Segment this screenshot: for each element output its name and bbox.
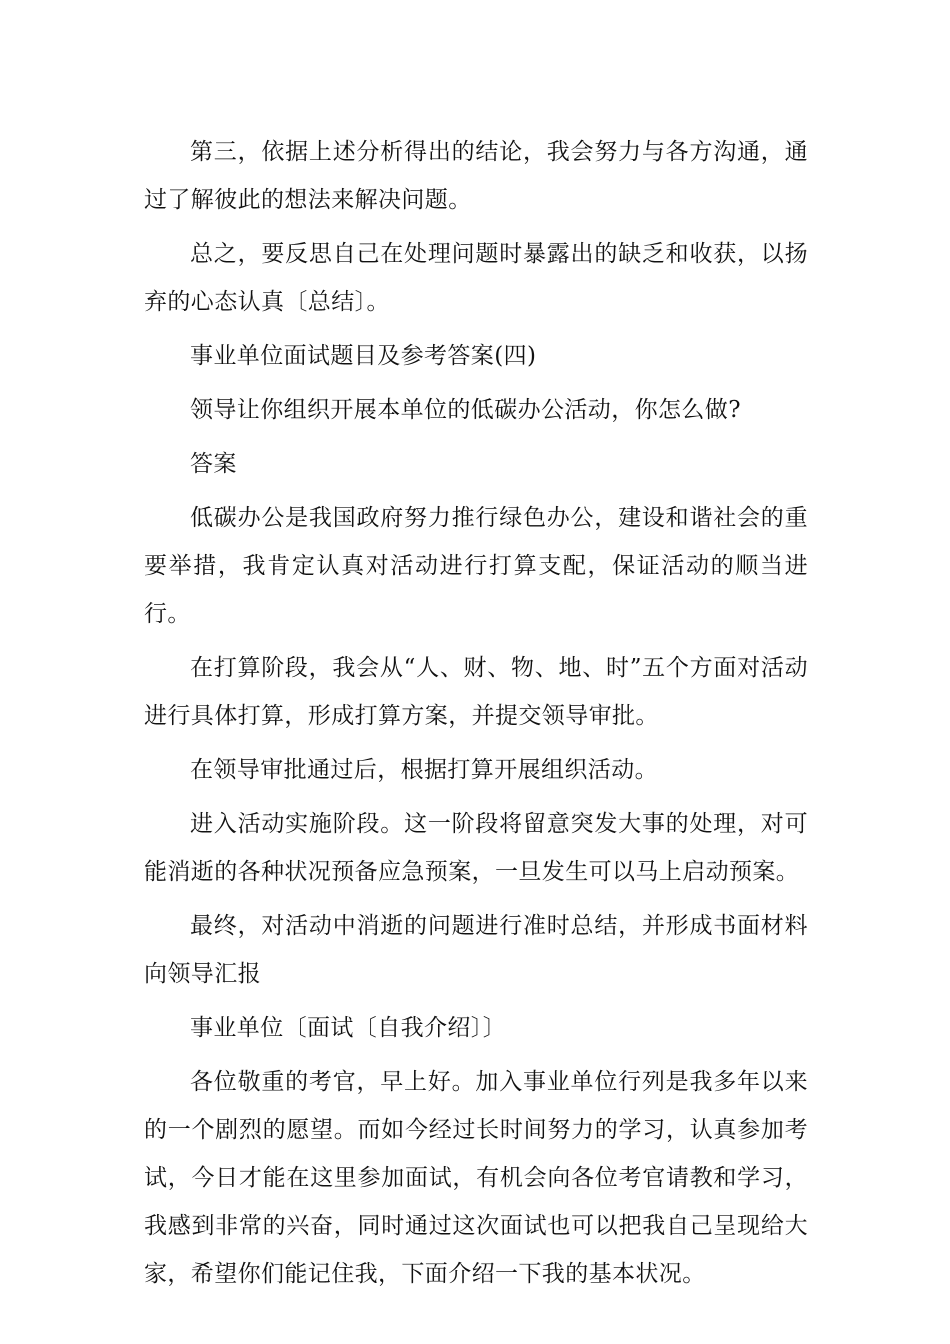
paragraph-self-intro: 各位敬重的考官，早上好。加入事业单位行列是我多年以来的一个剧烈的愿望。而如今经过长时间努力的学习，认真参加考试，今日才能在这里参加面试，有机会向各位考官请教和学习，我感到非常的兴奋，同时通过这次面试也可以把我自己呈现给大家，希望你们能记住我，下面介绍一下我的基本状况。 [144, 1069, 808, 1287]
paragraph-final-report: 最终，对活动中消逝的问题进行准时总结，并形成书面材料向领导汇报 [144, 913, 808, 987]
paragraph-approval: 在领导审批通过后，根据打算开展组织活动。 [190, 757, 658, 783]
paragraph-conclusion-third: 第三，依据上述分析得出的结论，我会努力与各方沟通，通过了解彼此的想法来解决问题。 [144, 139, 808, 213]
paragraph-answer-intro: 低碳办公是我国政府努力推行绿色办公，建设和谐社会的重要举措，我肯定认真对活动进行打算支配，保证活动的顺当进行。 [144, 505, 808, 627]
section-heading-self-intro: 事业单位〔面试〔自我介绍〕〕 [190, 1015, 507, 1041]
paragraph-implementation: 进入活动实施阶段。这一阶段将留意突发大事的处理，对可能消逝的各种状况预备应急预案，一旦发生可以马上启动预案。 [144, 811, 808, 885]
question-text: 领导让你组织开展本单位的低碳办公活动，你怎么做? [190, 397, 741, 423]
paragraph-summary: 总之，要反思自己在处理问题时暴露出的缺乏和收获，以扬弃的心态认真〔总结〕。 [144, 241, 808, 315]
answer-label: 答案 [190, 451, 237, 477]
paragraph-planning-stage: 在打算阶段，我会从“人、财、物、地、时”五个方面对活动进行具体打算，形成打算方案，并提交领导审批。 [144, 655, 808, 729]
document-body [144, 128, 808, 1304]
section-heading-four: 事业单位面试题目及参考答案(四) [190, 343, 537, 369]
